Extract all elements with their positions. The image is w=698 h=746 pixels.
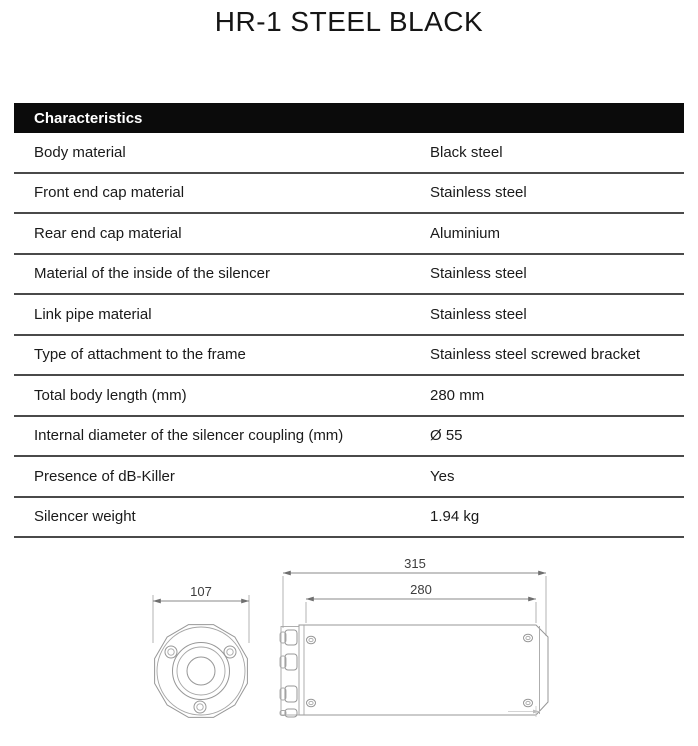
table-row [14,214,684,255]
row-value: Stainless steel [430,305,527,323]
row-value: Aluminium [430,224,501,242]
table-row [14,336,684,377]
row-value: 280 mm [430,386,485,404]
table-header-label: Characteristics [34,109,143,127]
table-row [14,376,684,417]
rivet-icon [165,646,177,658]
dimension-107 [153,584,249,643]
row-value: 1.94 kg [430,508,480,526]
table-row [14,255,684,296]
table-row [14,457,684,498]
rivet-icon [307,699,316,707]
row-value: Stainless steel [430,184,527,202]
inlet-clamp-lugs [280,630,297,717]
side-view-drawing [280,556,548,717]
body-rivets [307,634,533,707]
table-row [14,498,684,539]
table-row [14,133,684,174]
clamp-lug [280,630,297,645]
rivet-icon [307,636,316,644]
front-width-dim-label: 107 [190,584,212,599]
silencer-body-outline [281,625,548,715]
technical-drawing [0,546,698,746]
characteristics-table [14,103,684,538]
silencer-drawing-svg [0,546,698,746]
row-label: Link pipe material [34,305,152,323]
row-value: Stainless steel screwed bracket [430,346,641,364]
table-row [14,174,684,215]
front-view-drawing [153,584,249,717]
body-length-dim-label: 280 [410,582,432,597]
clamp-lug [280,654,297,670]
rivet-icon [524,699,533,707]
row-label: Presence of dB-Killer [34,467,175,485]
rivet-icon [524,634,533,642]
clamp-lug [280,709,297,717]
row-label: Total body length (mm) [34,386,187,404]
rivet-icon [224,646,236,658]
row-label: Material of the inside of the silencer [34,265,270,283]
page-title: HR-1 STEEL BLACK [214,6,484,37]
table-header-bar [14,103,684,133]
row-value: Black steel [430,143,503,161]
row-value: Yes [430,467,455,485]
table-row [14,417,684,458]
row-value: Ø 55 [430,427,463,445]
row-label: Rear end cap material [34,224,182,242]
table-row [14,295,684,336]
clamp-lug [280,686,297,702]
total-length-dim-label: 315 [404,556,426,571]
row-label: Silencer weight [34,508,136,526]
row-label: Internal diameter of the silencer coupling (mm) [34,427,344,445]
row-label: Type of attachment to the frame [34,346,246,364]
dimension-280 [306,582,536,623]
row-label: Front end cap material [34,184,185,202]
rivet-icon [194,701,206,713]
row-value: Stainless steel [430,265,527,283]
row-label: Body material [34,143,126,161]
end-cap-circles [155,625,248,718]
